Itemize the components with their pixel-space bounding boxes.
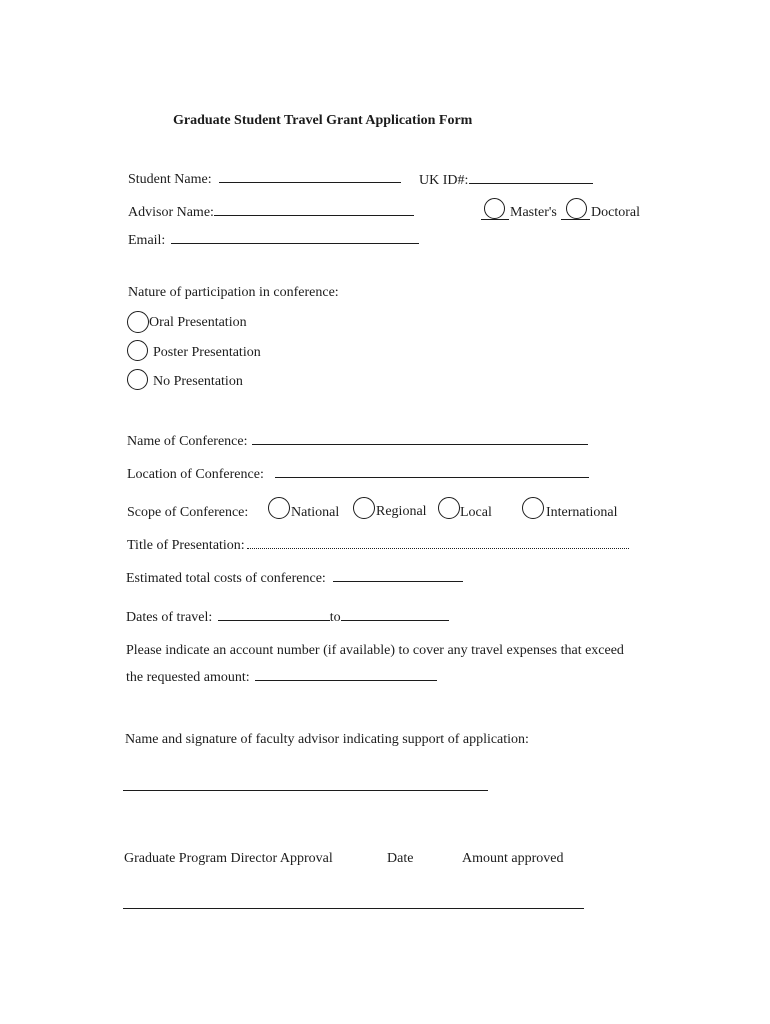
dates-from-field[interactable] (218, 607, 330, 621)
dates-row (126, 607, 449, 627)
conference-location-row (127, 464, 589, 484)
conference-location-field[interactable] (275, 464, 589, 478)
date-label: Date (387, 851, 414, 866)
no-presentation-radio[interactable] (127, 369, 148, 390)
masters-label: Master's (510, 205, 557, 220)
form-title: Graduate Student Travel Grant Application Form (173, 113, 473, 128)
no-presentation-label: No Presentation (153, 374, 243, 389)
account-text-line2: the requested amount: (126, 670, 250, 685)
advisor-signature-label: Name and signature of faculty advisor indicating support of application: (125, 732, 529, 747)
poster-presentation-label: Poster Presentation (153, 345, 261, 360)
masters-radio[interactable] (484, 198, 505, 219)
estimated-costs-label: Estimated total costs of conference: (126, 571, 326, 586)
participation-heading: Nature of participation in conference: (128, 285, 339, 300)
email-row (128, 230, 419, 250)
scope-local-label: Local (460, 505, 492, 520)
scope-label: Scope of Conference: (127, 505, 249, 520)
director-approval-line[interactable] (123, 908, 584, 909)
scope-international-radio[interactable] (522, 497, 544, 519)
dates-label: Dates of travel: (126, 610, 213, 625)
doctoral-underline (561, 219, 590, 220)
scope-local-radio[interactable] (438, 497, 460, 519)
doctoral-label: Doctoral (591, 205, 640, 220)
student-name-row (128, 169, 401, 189)
scope-national-radio[interactable] (268, 497, 290, 519)
scope-international-label: International (546, 505, 618, 520)
account-row (126, 667, 437, 687)
doctoral-radio[interactable] (566, 198, 587, 219)
scope-national-label: National (291, 505, 340, 520)
dates-to-label: to (329, 610, 341, 625)
uk-id-field[interactable] (469, 170, 593, 184)
student-name-field[interactable] (219, 169, 401, 183)
oral-presentation-label: Oral Presentation (149, 315, 247, 330)
uk-id-row (419, 170, 593, 190)
dates-to-field[interactable] (341, 607, 449, 621)
conference-name-label: Name of Conference: (127, 434, 248, 449)
account-number-field[interactable] (255, 667, 437, 681)
scope-regional-radio[interactable] (353, 497, 375, 519)
advisor-name-row (128, 202, 414, 222)
advisor-name-field[interactable] (214, 202, 414, 216)
poster-presentation-radio[interactable] (127, 340, 148, 361)
conference-location-label: Location of Conference: (127, 467, 264, 482)
email-field[interactable] (171, 230, 419, 244)
estimated-costs-field[interactable] (333, 568, 463, 582)
oral-presentation-radio[interactable] (127, 311, 149, 333)
masters-underline (481, 219, 509, 220)
conference-name-row (127, 431, 588, 451)
conference-name-field[interactable] (252, 431, 588, 445)
student-name-label: Student Name: (128, 172, 212, 187)
scope-regional-label: Regional (376, 504, 427, 519)
amount-approved-label: Amount approved (462, 851, 564, 866)
account-text-line1: Please indicate an account number (if available) to cover any travel expenses that exceed (126, 643, 624, 658)
presentation-title-field[interactable] (247, 536, 629, 549)
director-approval-label: Graduate Program Director Approval (124, 851, 333, 866)
advisor-signature-line[interactable] (123, 790, 488, 791)
advisor-name-label: Advisor Name: (128, 205, 214, 220)
uk-id-label: UK ID#: (419, 173, 469, 188)
estimated-costs-row (126, 568, 463, 588)
presentation-title-row (127, 536, 629, 555)
email-label: Email: (128, 233, 166, 248)
presentation-title-label: Title of Presentation: (127, 538, 245, 553)
